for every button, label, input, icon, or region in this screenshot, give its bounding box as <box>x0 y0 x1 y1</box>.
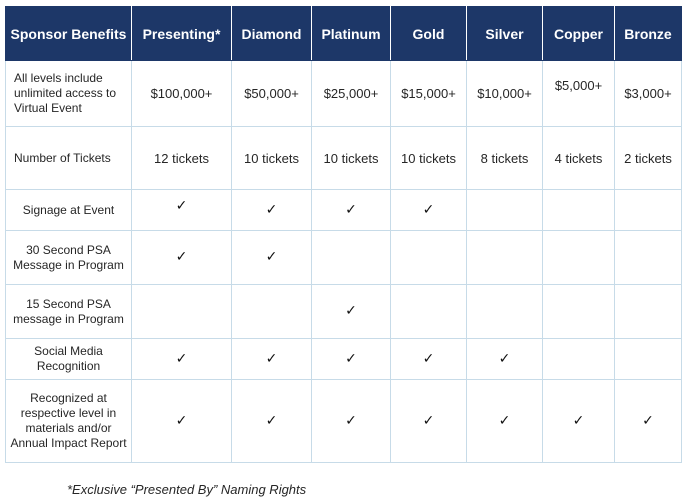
check-icon: ✓ <box>345 350 357 367</box>
benefit-label: All levels include unlimited access to Virtual Event <box>6 61 132 127</box>
price-platinum: $25,000+ <box>312 61 391 127</box>
tickets-platinum: 10 tickets <box>312 127 391 190</box>
price-silver: $10,000+ <box>467 61 543 127</box>
benefit-label: Social Media Recognition <box>6 339 132 380</box>
table-cell <box>543 339 615 380</box>
header-presenting: Presenting* <box>132 7 232 61</box>
check-icon: ✓ <box>175 197 188 214</box>
sponsor-benefits-table <box>5 6 682 463</box>
header-diamond: Diamond <box>232 7 312 61</box>
table-cell <box>132 190 232 231</box>
check-icon: ✓ <box>422 350 435 367</box>
check-icon: ✓ <box>265 350 278 367</box>
check-icon: ✓ <box>175 249 188 265</box>
check-icon: ✓ <box>345 201 357 218</box>
benefit-label: 15 Second PSA message in Program <box>6 285 132 339</box>
header-platinum: Platinum <box>312 7 391 61</box>
header-bronze: Bronze <box>615 7 682 61</box>
table-row <box>6 190 682 231</box>
table-cell <box>391 231 467 285</box>
footnote: *Exclusive “Presented By” Naming Rights <box>67 482 307 497</box>
table-cell <box>615 380 682 463</box>
table-cell <box>615 285 682 339</box>
check-icon: ✓ <box>175 412 188 429</box>
table-row <box>6 61 682 127</box>
table-row <box>6 339 682 380</box>
table-cell <box>232 285 312 339</box>
table-row <box>6 285 682 339</box>
header-gold: Gold <box>391 7 467 61</box>
table-cell <box>615 190 682 231</box>
table-cell <box>312 190 391 231</box>
table-cell <box>543 380 615 463</box>
table-cell <box>543 285 615 339</box>
benefit-label: Recognized at respective level in materials and/or Annual Impact Report <box>6 380 132 463</box>
table-cell <box>232 380 312 463</box>
price-copper <box>543 61 615 127</box>
price-bronze: $3,000+ <box>615 61 682 127</box>
check-icon: ✓ <box>498 412 511 429</box>
table-cell <box>467 339 543 380</box>
table-cell <box>391 285 467 339</box>
table-cell <box>615 339 682 380</box>
check-icon: ✓ <box>345 412 357 429</box>
check-icon: ✓ <box>175 350 188 367</box>
table-row <box>6 231 682 285</box>
table-cell <box>467 380 543 463</box>
price-gold: $15,000+ <box>391 61 467 127</box>
tickets-presenting: 12 tickets <box>132 127 232 190</box>
check-icon: ✓ <box>265 249 278 265</box>
check-icon: ✓ <box>345 303 357 319</box>
price-diamond: $50,000+ <box>232 61 312 127</box>
table-cell <box>391 190 467 231</box>
table-cell <box>232 231 312 285</box>
table-cell <box>467 190 543 231</box>
header-silver: Silver <box>467 7 543 61</box>
table-row <box>6 127 682 190</box>
header-row <box>6 7 682 61</box>
check-icon: ✓ <box>572 412 585 429</box>
tickets-gold: 10 tickets <box>391 127 467 190</box>
benefit-label: 30 Second PSA Message in Program <box>6 231 132 285</box>
table-cell <box>467 231 543 285</box>
check-icon: ✓ <box>422 412 435 429</box>
check-icon: ✓ <box>422 201 435 218</box>
table-cell <box>132 339 232 380</box>
check-icon: ✓ <box>265 412 278 429</box>
table-cell <box>132 231 232 285</box>
table-cell <box>615 231 682 285</box>
tickets-silver: 8 tickets <box>467 127 543 190</box>
benefit-label: Number of Tickets <box>6 127 132 190</box>
table-cell <box>132 285 232 339</box>
table-cell <box>232 339 312 380</box>
benefit-label: Signage at Event <box>6 190 132 231</box>
header-sponsor-benefits: Sponsor Benefits <box>6 7 132 61</box>
tickets-bronze: 2 tickets <box>615 127 682 190</box>
price-presenting: $100,000+ <box>132 61 232 127</box>
table-cell <box>312 380 391 463</box>
tickets-copper: 4 tickets <box>543 127 615 190</box>
table-cell <box>132 380 232 463</box>
table-cell <box>467 285 543 339</box>
table-cell <box>543 190 615 231</box>
check-icon: ✓ <box>642 412 654 429</box>
tickets-diamond: 10 tickets <box>232 127 312 190</box>
table-cell <box>543 231 615 285</box>
check-icon: ✓ <box>265 201 278 218</box>
table-cell <box>232 190 312 231</box>
check-icon: ✓ <box>498 350 511 367</box>
table-cell <box>312 285 391 339</box>
table-cell <box>312 231 391 285</box>
table-cell <box>391 380 467 463</box>
table-cell <box>391 339 467 380</box>
table-cell <box>312 339 391 380</box>
price-copper-value: $5,000+ <box>554 78 603 93</box>
table-row <box>6 380 682 463</box>
header-copper: Copper <box>543 7 615 61</box>
